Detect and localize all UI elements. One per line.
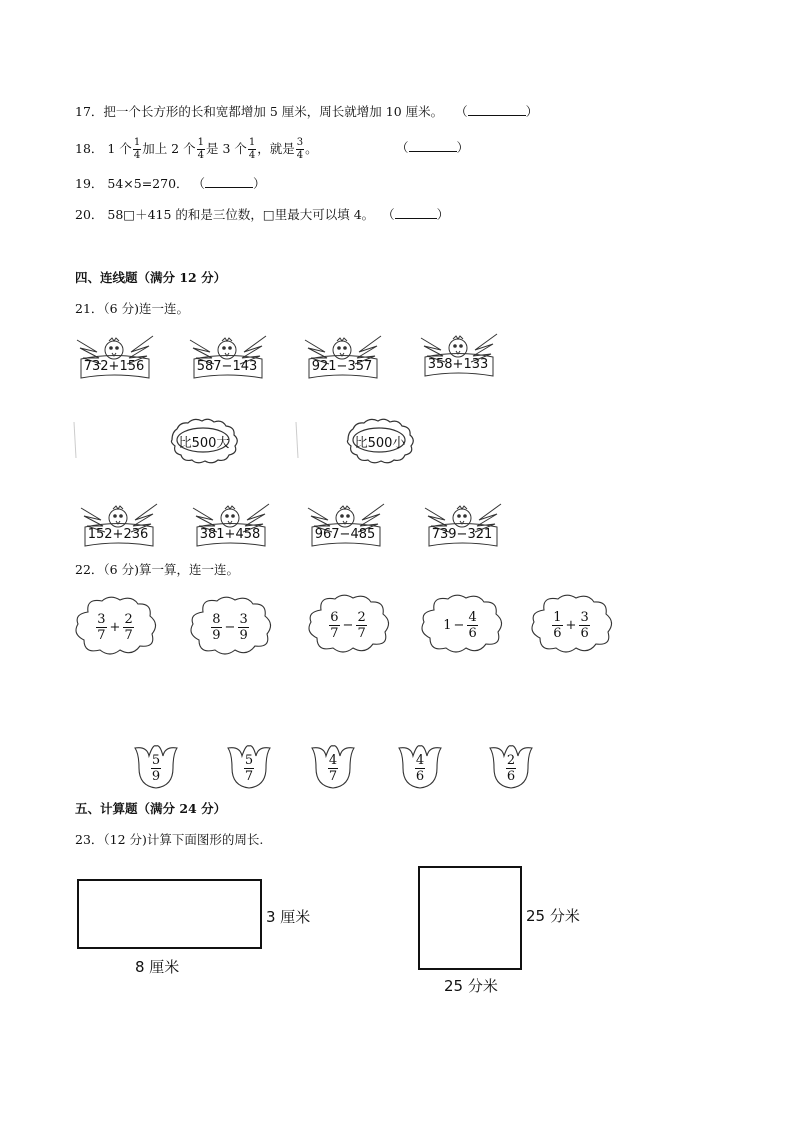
bird-card[interactable] [423,500,503,550]
bird-icon [303,332,383,382]
bird-icon [423,500,503,550]
bird-icon [306,500,386,550]
bird-card[interactable] [303,332,383,382]
question-20: 20． 58□＋415 的和是三位数，□里最大可以填 4。 （ ） [75,207,450,222]
bird-card[interactable] [79,500,159,550]
bird-card[interactable] [75,332,155,382]
cloud-card[interactable]: $\frac{6}{7}$ − $\frac{2}{7}$ [303,592,393,658]
bird-icon [191,500,271,550]
question-22: 22．（6 分)算一算，连一连。 [75,562,239,577]
flower-badge-greater[interactable]: 比500大 [178,436,230,451]
answer-blank-19[interactable] [205,177,253,188]
question-23: 23．（12 分)计算下面图形的周长. [75,832,264,847]
bird-expression: 967−485 [314,527,376,542]
square-bottom-label: 25 分米 [444,977,498,995]
question-19: 19． 54×5=270． （ ） [75,176,266,191]
fraction: $\frac{3}{4}$ [296,137,304,161]
bird-expression: 732+156 [83,359,145,374]
bird-card[interactable] [306,500,386,550]
bird-expression: 358+133 [427,357,489,372]
answer-blank-20[interactable] [395,208,437,219]
bird-icon [75,332,155,382]
fraction: $\frac{1}{4}$ [133,137,141,161]
cloud-card[interactable]: $\frac{3}{7}$ + $\frac{2}{7}$ [70,594,160,660]
question-17-text: 17．把一个长方形的长和宽都增加 5 厘米，周长就增加 10 厘米。 [75,104,444,119]
bird-expression: 152+236 [87,527,149,542]
tulip-card[interactable]: $\frac{5}{7}$ [226,744,272,790]
rectangle-height-label: 3 厘米 [266,908,311,926]
cloud-card[interactable]: $\frac{1}{6}$ + $\frac{3}{6}$ [526,592,616,658]
square-right-label: 25 分米 [526,907,580,925]
tulip-card[interactable]: $\frac{4}{6}$ [397,744,443,790]
fraction: $\frac{1}{4}$ [197,137,204,161]
tulip-card[interactable]: $\frac{2}{6}$ [488,744,534,790]
answer-blank-18[interactable] [409,141,457,152]
section-5-title: 五、计算题（满分 24 分） [75,801,227,816]
bird-expression: 381+458 [199,527,261,542]
square-figure [418,866,522,970]
cloud-card[interactable]: $\frac{8}{9}$ − $\frac{3}{9}$ [185,594,275,660]
bird-icon [419,330,499,380]
question-18-answer: （ ） [396,140,470,155]
tulip-card[interactable]: $\frac{5}{9}$ [133,744,179,790]
question-18: 18． 1 个 $\frac{1}{4}$ 加上 2 个 $\frac{1}{4}$ 是 3 个 $\frac{1}{4}$ ，就是 $\frac{3}{4}$ 。 [75,137,318,161]
bird-card[interactable] [419,330,499,380]
tulip-card[interactable]: $\frac{4}{7}$ [310,744,356,790]
cloud-card[interactable]: 1 − $\frac{4}{6}$ [416,592,506,658]
bird-expression: 739−321 [431,527,493,542]
section-4-title: 四、连线题（满分 12 分） [75,270,227,285]
bird-card[interactable] [188,332,268,382]
rectangle-figure [77,879,262,949]
fraction: $\frac{1}{4}$ [248,137,256,161]
bird-expression: 587−143 [196,359,258,374]
bird-expression: 921−357 [311,359,373,374]
question-21: 21．（6 分)连一连。 [75,301,189,316]
bird-icon [79,500,159,550]
answer-blank-17[interactable] [468,105,526,116]
bird-icon [188,332,268,382]
bird-card[interactable] [191,500,271,550]
flower-badge-less[interactable]: 比500小 [354,436,406,451]
rectangle-width-label: 8 厘米 [135,958,180,976]
question-17: 17．把一个长方形的长和宽都增加 5 厘米，周长就增加 10 厘米。 （ ） [75,104,539,119]
